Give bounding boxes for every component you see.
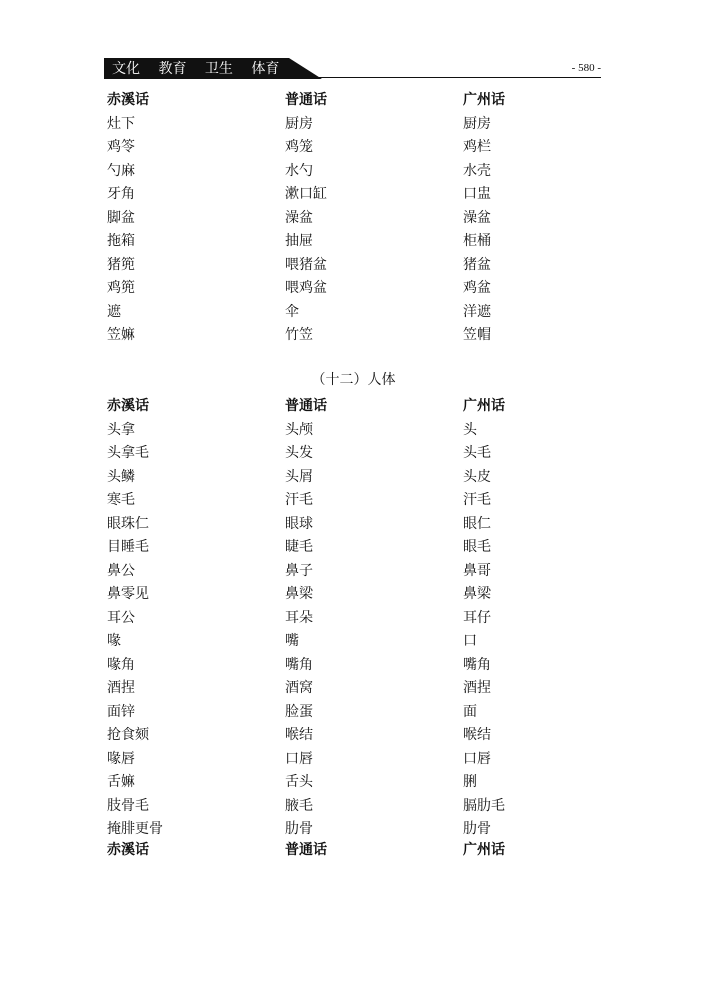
vocabulary-table-household [107, 90, 567, 349]
cell-chikei: 目睡毛 [107, 539, 149, 555]
cell-chikei: 掩腓更骨 [107, 821, 163, 837]
vocabulary-table-body [107, 396, 567, 843]
cell-chikei: 喙唇 [107, 750, 135, 767]
cell-mandarin: 口唇 [285, 750, 313, 767]
column-header-mandarin: 普通话 [285, 398, 327, 414]
cell-chikei: 寒毛 [107, 492, 135, 508]
cell-mandarin: 头屑 [285, 468, 313, 485]
table-row [107, 420, 567, 444]
cell-mandarin: 嘴 [285, 633, 299, 649]
cell-cantonese: 口盅 [463, 186, 491, 202]
table-row [107, 161, 567, 185]
cell-cantonese: 鸡盆 [463, 280, 491, 296]
cell-cantonese: 鸡栏 [463, 139, 491, 155]
cell-chikei: 鸡篼 [107, 280, 135, 296]
cell-chikei: 灶下 [107, 115, 135, 132]
table-row [107, 137, 567, 161]
column-header-cantonese: 广州话 [463, 842, 505, 858]
table-row [107, 278, 567, 302]
cell-mandarin: 肋骨 [285, 821, 313, 837]
table-row [107, 631, 567, 655]
column-header-mandarin: 普通话 [285, 842, 327, 858]
cell-mandarin: 头颅 [285, 421, 313, 438]
cell-chikei: 拖箱 [107, 233, 135, 249]
cell-mandarin: 舌头 [285, 774, 313, 790]
cell-cantonese: 澡盆 [463, 209, 491, 226]
cell-cantonese: 眼仁 [463, 515, 491, 532]
cell-mandarin: 厨房 [285, 115, 313, 132]
cell-cantonese: 口 [463, 633, 477, 649]
cell-cantonese: 水壳 [463, 162, 491, 179]
section-title: （十二）人体 [311, 372, 396, 388]
cell-chikei: 遮 [107, 303, 121, 320]
cell-chikei: 喙 [107, 633, 121, 649]
cell-mandarin: 漱口缸 [285, 186, 327, 202]
cell-mandarin: 水勺 [285, 162, 313, 179]
table-row [107, 467, 567, 491]
column-header-chikei: 赤溪话 [107, 398, 149, 414]
cell-cantonese: 头 [463, 421, 477, 438]
header-rule [300, 77, 601, 78]
cell-chikei: 眼珠仁 [107, 515, 149, 532]
table-row [107, 725, 567, 749]
cell-cantonese: 汗毛 [463, 492, 491, 508]
table-row [107, 749, 567, 773]
cell-mandarin: 腋毛 [285, 797, 313, 814]
cell-cantonese: 肋骨 [463, 821, 491, 837]
cell-cantonese: 嘴角 [463, 656, 491, 673]
cell-mandarin: 头发 [285, 445, 313, 461]
table-row [107, 608, 567, 632]
column-header-row [107, 840, 567, 864]
cell-mandarin: 澡盆 [285, 209, 313, 226]
cell-cantonese: 眼毛 [463, 539, 491, 555]
table-row [107, 208, 567, 232]
cell-mandarin: 抽屉 [285, 233, 313, 249]
cell-mandarin: 汗毛 [285, 492, 313, 508]
cell-mandarin: 竹笠 [285, 327, 313, 343]
table-row [107, 584, 567, 608]
vocabulary-table-continued-header [107, 840, 567, 864]
cell-mandarin: 喂猪盆 [285, 256, 327, 273]
cell-cantonese: 酒捏 [463, 680, 491, 696]
table-row [107, 184, 567, 208]
cell-cantonese: 头皮 [463, 468, 491, 485]
cell-cantonese: 厨房 [463, 115, 491, 132]
table-row [107, 537, 567, 561]
cell-cantonese: 猪盆 [463, 256, 491, 273]
cell-chikei: 头鳞 [107, 468, 135, 485]
cell-cantonese: 笠帽 [463, 327, 491, 343]
cell-cantonese: 膈肋毛 [463, 797, 505, 814]
column-header-mandarin: 普通话 [285, 92, 327, 108]
table-row [107, 772, 567, 796]
table-row [107, 561, 567, 585]
table-row [107, 678, 567, 702]
cell-mandarin: 酒窝 [285, 680, 313, 696]
cell-cantonese: 口唇 [463, 750, 491, 767]
cell-cantonese: 柜桶 [463, 233, 491, 249]
table-row [107, 796, 567, 820]
cell-chikei: 头拿 [107, 421, 135, 438]
cell-chikei: 笠嫲 [107, 327, 135, 343]
column-header-cantonese: 广州话 [463, 92, 505, 108]
cell-chikei: 喙角 [107, 656, 135, 673]
cell-cantonese: 耳仔 [463, 609, 491, 626]
cell-cantonese: 脷 [463, 774, 477, 790]
cell-chikei: 耳公 [107, 609, 135, 626]
cell-chikei: 舌嫲 [107, 774, 135, 790]
table-row [107, 819, 567, 843]
cell-chikei: 抢食颏 [107, 727, 149, 743]
cell-mandarin: 鼻梁 [285, 586, 313, 602]
cell-cantonese: 鼻梁 [463, 586, 491, 602]
header-category: 文化 [112, 61, 140, 77]
cell-chikei: 酒捏 [107, 680, 135, 696]
table-row [107, 655, 567, 679]
header-category: 卫生 [204, 61, 233, 77]
cell-mandarin: 鸡笼 [285, 139, 313, 155]
header-category: 教育 [158, 61, 187, 77]
cell-mandarin: 鼻子 [285, 562, 313, 579]
cell-mandarin: 脸蛋 [285, 703, 313, 720]
cell-cantonese: 洋遮 [463, 303, 491, 320]
column-header-cantonese: 广州话 [463, 398, 505, 414]
cell-mandarin: 耳朵 [285, 609, 313, 626]
cell-chikei: 鼻公 [107, 562, 135, 579]
cell-mandarin: 伞 [285, 303, 299, 320]
cell-cantonese: 面 [463, 703, 477, 720]
table-row [107, 255, 567, 279]
cell-chikei: 头拿毛 [107, 445, 149, 461]
table-row [107, 490, 567, 514]
cell-chikei: 牙角 [107, 186, 135, 202]
table-row [107, 325, 567, 349]
column-header-chikei: 赤溪话 [107, 842, 149, 858]
cell-cantonese: 头毛 [463, 445, 491, 461]
cell-cantonese: 鼻哥 [463, 562, 491, 579]
cell-mandarin: 喂鸡盆 [285, 280, 327, 296]
table-row [107, 443, 567, 467]
column-header-row [107, 396, 567, 420]
table-row [107, 231, 567, 255]
header-categories [112, 59, 279, 79]
header-category: 体育 [251, 61, 280, 77]
column-header-row [107, 90, 567, 114]
table-row [107, 702, 567, 726]
cell-chikei: 面锌 [107, 703, 135, 720]
table-row [107, 114, 567, 138]
table-row [107, 302, 567, 326]
cell-chikei: 鼻零见 [107, 586, 149, 602]
cell-cantonese: 喉结 [463, 727, 491, 743]
cell-mandarin: 嘴角 [285, 656, 313, 673]
cell-chikei: 肢骨毛 [107, 797, 149, 814]
cell-chikei: 鸡笭 [107, 139, 135, 155]
column-header-chikei: 赤溪话 [107, 92, 149, 108]
table-row [107, 514, 567, 538]
page-number: - 580 - [571, 62, 601, 74]
cell-mandarin: 睫毛 [285, 539, 313, 555]
cell-mandarin: 眼球 [285, 515, 313, 532]
cell-chikei: 猪篼 [107, 256, 135, 273]
cell-chikei: 勺麻 [107, 162, 135, 179]
cell-mandarin: 喉结 [285, 727, 313, 743]
cell-chikei: 脚盆 [107, 209, 135, 226]
